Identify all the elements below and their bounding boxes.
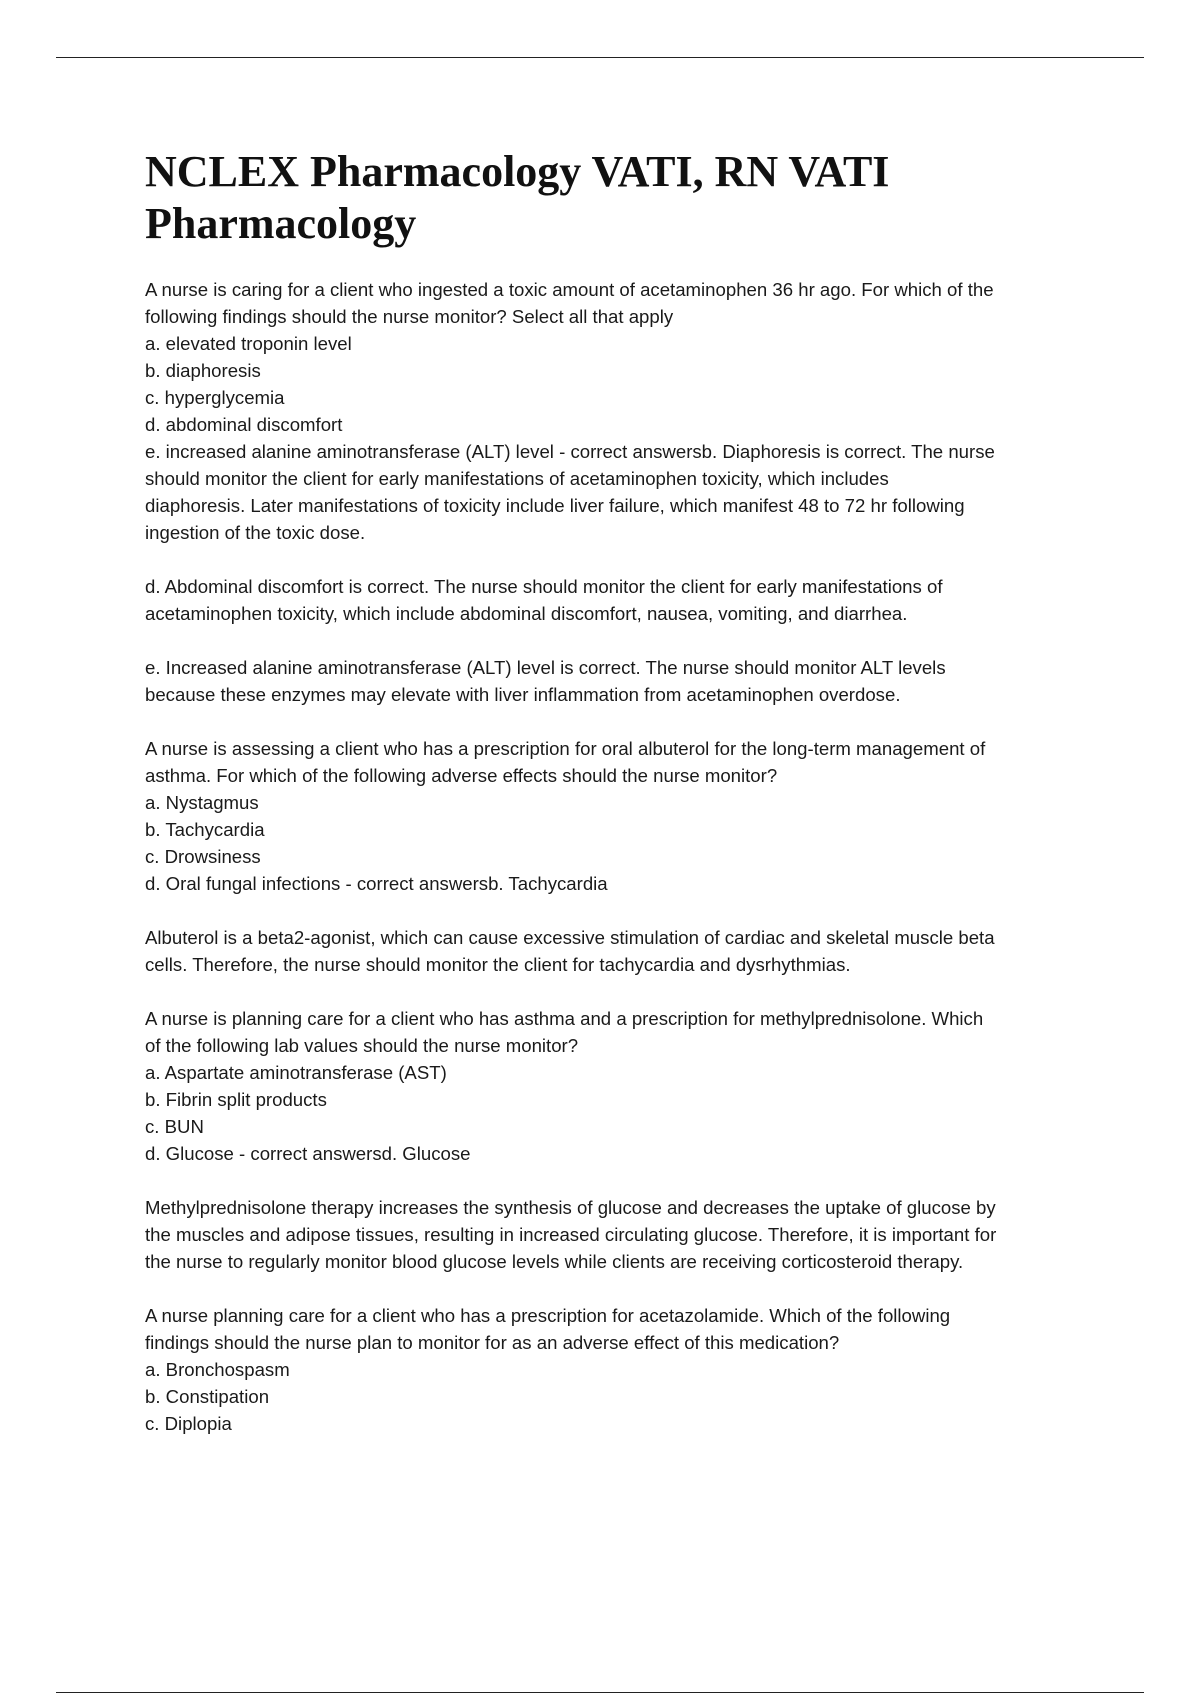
text-line: c. Drowsiness — [145, 846, 261, 867]
text-line: the nurse to regularly monitor blood glucose levels while clients are receiving corticosteroid therapy. — [145, 1251, 964, 1272]
text-line: cells. Therefore, the nurse should monitor the client for tachycardia and dysrhythmias. — [145, 954, 851, 975]
paragraph — [145, 1194, 1080, 1275]
text-line: d. Glucose - correct answersd. Glucose — [145, 1143, 471, 1164]
text-line: following findings should the nurse monitor? Select all that apply — [145, 306, 674, 327]
paragraph — [145, 573, 1080, 627]
paragraph — [145, 924, 1080, 978]
text-line: a. Bronchospasm — [145, 1359, 290, 1380]
paragraph-gap — [145, 897, 1080, 924]
text-line: asthma. For which of the following adverse effects should the nurse monitor? — [145, 765, 778, 786]
text-line: diaphoresis. Later manifestations of toxicity include liver failure, which manifest 48 to 72 hr following — [145, 495, 965, 516]
text-line: findings should the nurse plan to monitor for as an adverse effect of this medication? — [145, 1332, 840, 1353]
paragraph — [145, 276, 1080, 546]
paragraph-gap — [145, 978, 1080, 1005]
text-line: of the following lab values should the nurse monitor? — [145, 1035, 579, 1056]
text-line: b. Fibrin split products — [145, 1089, 327, 1110]
text-line: b. Tachycardia — [145, 819, 265, 840]
title-line-1: NCLEX Pharmacology VATI, RN VATI — [145, 147, 890, 196]
paragraph-gap — [145, 546, 1080, 573]
text-line: b. diaphoresis — [145, 360, 261, 381]
text-line: A nurse is caring for a client who ingested a toxic amount of acetaminophen 36 hr ago. For which of the — [145, 279, 994, 300]
paragraph-gap — [145, 708, 1080, 735]
text-line: A nurse is assessing a client who has a prescription for oral albuterol for the long-term management of — [145, 738, 986, 759]
title-line-2: Pharmacology — [145, 199, 417, 248]
text-line: because these enzymes may elevate with liver inflammation from acetaminophen overdose. — [145, 684, 901, 705]
text-line: c. Diplopia — [145, 1413, 232, 1434]
paragraph-gap — [145, 1275, 1080, 1302]
text-line: should monitor the client for early manifestations of acetaminophen toxicity, which includes — [145, 468, 889, 489]
text-line: A nurse planning care for a client who has a prescription for acetazolamide. Which of the following — [145, 1305, 951, 1326]
paragraph-gap — [145, 627, 1080, 654]
text-line: a. Aspartate aminotransferase (AST) — [145, 1062, 447, 1083]
document-page — [145, 146, 1080, 1437]
text-line: Albuterol is a beta2-agonist, which can cause excessive stimulation of cardiac and skeletal muscle beta — [145, 927, 995, 948]
text-line: a. elevated troponin level — [145, 333, 352, 354]
paragraph — [145, 1005, 1080, 1167]
document-title — [145, 146, 1080, 250]
document-body — [145, 276, 1080, 1437]
paragraph — [145, 654, 1080, 708]
text-line: c. BUN — [145, 1116, 204, 1137]
text-line: d. Oral fungal infections - correct answersb. Tachycardia — [145, 873, 608, 894]
text-line: the muscles and adipose tissues, resulting in increased circulating glucose. Therefore, it is important for — [145, 1224, 997, 1245]
text-line: acetaminophen toxicity, which include abdominal discomfort, nausea, vomiting, and diarrhea. — [145, 603, 908, 624]
text-line: d. Abdominal discomfort is correct. The nurse should monitor the client for early manifestations of — [145, 576, 943, 597]
text-line: ingestion of the toxic dose. — [145, 522, 366, 543]
text-line: a. Nystagmus — [145, 792, 259, 813]
text-line: b. Constipation — [145, 1386, 270, 1407]
text-line: A nurse is planning care for a client who has asthma and a prescription for methylprednisolone. Which — [145, 1008, 984, 1029]
top-rule — [56, 57, 1144, 58]
text-line: c. hyperglycemia — [145, 387, 285, 408]
paragraph-gap — [145, 1167, 1080, 1194]
paragraph — [145, 735, 1080, 897]
text-line: d. abdominal discomfort — [145, 414, 343, 435]
bottom-rule — [56, 1692, 1144, 1693]
text-line: e. Increased alanine aminotransferase (ALT) level is correct. The nurse should monitor ALT levels — [145, 657, 946, 678]
paragraph — [145, 1302, 1080, 1437]
text-line: e. increased alanine aminotransferase (ALT) level - correct answersb. Diaphoresis is correct. The nurse — [145, 441, 995, 462]
text-line: Methylprednisolone therapy increases the synthesis of glucose and decreases the uptake of glucose by — [145, 1197, 996, 1218]
